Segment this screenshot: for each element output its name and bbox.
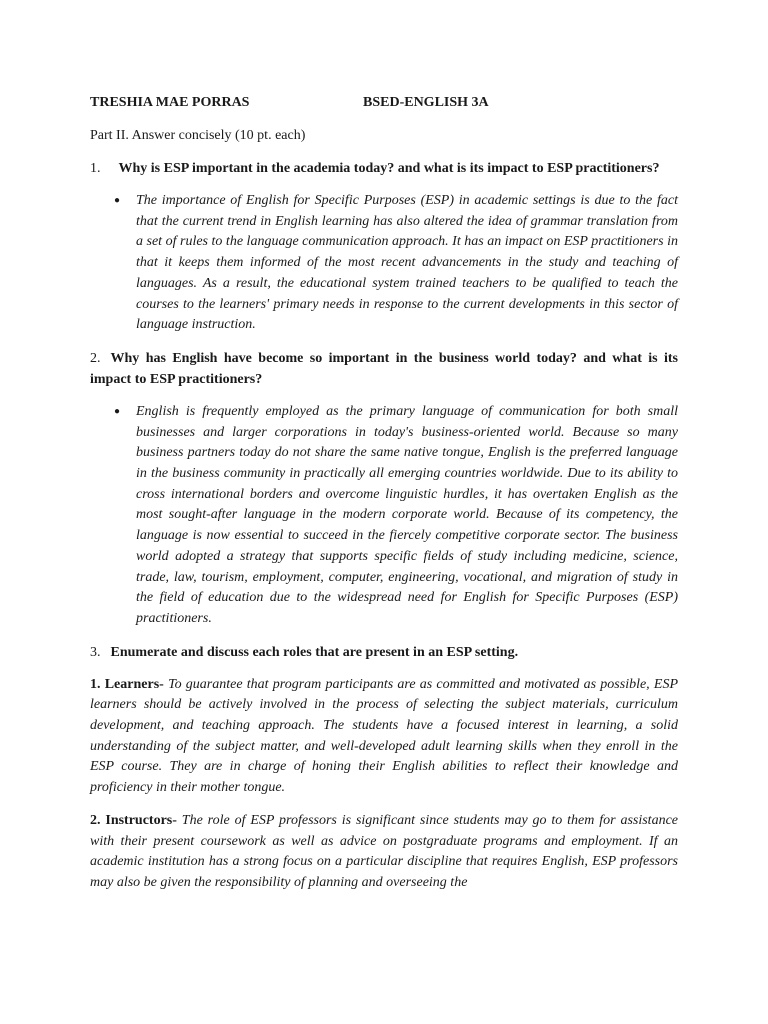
course-section: BSED-ENGLISH 3A (363, 95, 489, 110)
question-text: Enumerate and discuss each roles that are present in an ESP setting. (110, 644, 519, 660)
student-name: TRESHIA MAE PORRAS (90, 95, 250, 110)
question-number: 2. (90, 350, 101, 366)
bullet-icon: ● (114, 405, 121, 417)
question-2 (90, 348, 678, 390)
question-text: Why is ESP important in the academia today? and what is its impact to ESP practitioners? (118, 161, 660, 176)
answer-2-list (90, 402, 678, 630)
question-3 (90, 642, 678, 663)
answer-2 (114, 402, 678, 630)
question-number: 1. (90, 161, 101, 176)
answer-1 (114, 191, 678, 336)
question-text: Why has English have become so important in the business world today? and what is its impact to ESP practitioners? (90, 350, 678, 387)
question-1 (90, 158, 678, 179)
role-learners (90, 675, 678, 799)
role-instructors (90, 811, 678, 894)
answer-1-list (90, 191, 678, 336)
answer-text: The importance of English for Specific Purposes (ESP) in academic settings is due to the fact that the current trend in English learning has also altered the idea of grammar translation from a set of rules to the language communication approach. It has an impact on ESP practitioners in that it keeps them informed of the most recent advancements in the study and teaching of languages. As a result, the educational system trained teachers to be qualified to teach the courses to the learners' primary needs in response to the current developments in this sector of language instruction. (136, 193, 678, 333)
role-title: 1. Learners- (90, 676, 164, 692)
document-header (90, 95, 678, 117)
role-body: To guarantee that program participants are as committed and motivated as possible, ESP learners should be actively involved in the process of selecting the subject materials, curriculum development, and teaching approach. The students have a focused interest in learning, a solid understanding of the subject matter, and well-developed adult learning skills when they enroll in the ESP course. They are in charge of honing their English abilities to reflect their knowledge and proficiency in their mother tongue. (90, 676, 679, 796)
answer-text: English is frequently employed as the primary language of communication for both small businesses and larger corporations in today's business-oriented world. Because so many business partners today do not share the same native tongue, English is the preferred language in the business community in practically all emerging countries worldwide. Due to its ability to cross international borders and overcome linguistic hurdles, it has overtaken English as the most sought-after language in the modern corporate world. Because of its competency, the language is now essential to succeed in the fiercely competitive corporate sector. The business world adopted a strategy that supports specific fields of study including medicine, science, trade, law, tourism, employment, computer, engineering, vocational, and migration of study in the field of education due to the widespread need for English for Specific Purposes (ESP) practitioners. (136, 403, 678, 626)
bullet-icon: ● (114, 195, 121, 206)
role-body: The role of ESP professors is significant since students may go to them for assistance with their present coursework as well as advice on postgraduate programs and employment. If an academic institution has a strong focus on a particular discipline that requires English, ESP professors may also be given the responsibility of planning and overseeing the (90, 812, 678, 890)
question-number: 3. (90, 644, 101, 660)
part-title: Part II. Answer concisely (10 pt. each) (90, 128, 306, 143)
role-title: 2. Instructors- (90, 812, 177, 828)
